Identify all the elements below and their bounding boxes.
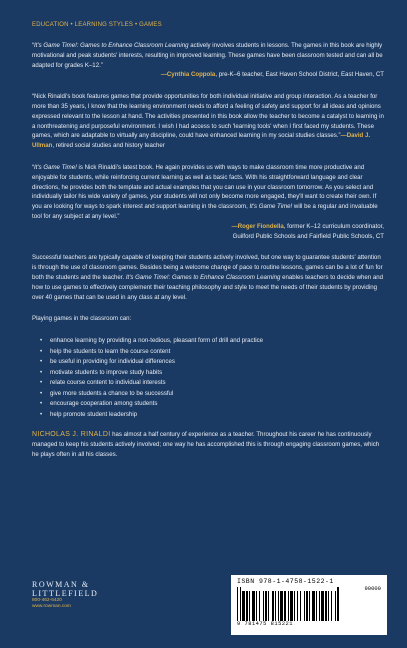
description-text: Successful teachers are typically capable of keeping their students actively involved, but one way to guarantee students' attention is through the use of classroom games. Besides being a welcome change of pace to routine lessons, games can be a lot of fun for both the students and the teacher.: [32, 254, 383, 281]
quote-2-text: “Nick Rinaldi's book features games that provide opportunities for both individual initiative and group interaction. As a teacher for more than 35 years, I know that the learning environment needs to afford a feeling of safety and support for all ideas and opinions expressed relevant to the lesson at hand. The activities presented in this book allow the teacher to become a catalyst to learning in a nonthreatening and purposeful environment. I wish I had access to such 'learning tools' when I first faced my students. These games, which are adaptable to virtually any discipline, could have enhanced learning in my social studies classes.”: [32, 93, 384, 140]
quote-1-text: actively involves students in lessons. The games in this book are highly motivational and peak students' interests, resulting in improved learning. These games have been classroom tested and can all be adapted for grades K–12.”: [32, 42, 383, 69]
list-item: • help promote student leadership: [40, 410, 384, 421]
publisher-logo: [32, 580, 152, 610]
quote-3-affiliation: , former K–12 curriculum coordinator,: [283, 222, 384, 230]
publisher-url: www.rowman.com: [32, 604, 71, 609]
list-item: • enhance learning by providing a non-tedious, pleasant form of drill and practice: [40, 336, 384, 347]
quote-1-affiliation: , pre-K–6 teacher, East Haven School District, East Haven, CT: [215, 71, 384, 79]
publisher-name-line-2: LITTLEFIELD: [32, 589, 99, 598]
list-item: • relate course content to individual interests: [40, 378, 384, 389]
description-text-end: enables teachers to decide when and how to use games to effectively complement their teaching philosophy and style to meet the needs of their students by providing over 40 games that can be used in any class at any level.: [32, 273, 384, 301]
quote-3-affiliation-2: Guilford Public Schools and Fairfield Public Schools, CT: [232, 232, 384, 240]
quote-3-title-2: It's Game Time!: [249, 203, 293, 211]
quote-1-attribution: [32, 70, 384, 80]
isbn-text: ISBN 978-1-4758-1522-1: [237, 578, 334, 585]
barcode-bar: [339, 587, 340, 621]
quote-3-title: It's Game Time!: [34, 163, 77, 171]
quote-1-title: It's Game Time!: Games to Enhance Classroom Learning: [34, 42, 189, 49]
cover-footer: [32, 575, 387, 645]
quote-3: [32, 163, 384, 241]
barcode-addon: 90000: [364, 585, 381, 592]
category-line: EDUCATION • LEARNING STYLES • GAMES: [32, 22, 162, 28]
quote-1-open: “: [32, 42, 35, 49]
quote-2: [32, 92, 384, 151]
quote-3-text-end: will be a regular and invaluable tool for any subject at any level.”: [32, 203, 378, 220]
quote-1-name: —Cynthia Coppola: [160, 71, 216, 79]
list-item: • help the students to learn the course content: [40, 347, 384, 358]
author-bio-text: has almost a half century of experience as a teacher. Throughout his career he has continuously managed to keep his students actively involved; one way he has accomplished this is through engaging classroom games, which he plays often in all his classes.: [32, 431, 380, 458]
list-item: • motivate students to improve study habits: [40, 368, 384, 379]
publisher-name-line-1: ROWMAN &: [32, 580, 90, 589]
quote-3-name: —Roger Fiondella: [231, 222, 284, 230]
list-item: • encourage cooperation among students: [40, 399, 384, 410]
quote-2-name: —David J. Ullman: [32, 132, 371, 150]
author-bio: [32, 430, 384, 459]
isbn-barcode: [231, 575, 387, 635]
quote-3-open: “: [32, 163, 35, 171]
barcode-bars: [237, 587, 381, 621]
list-item: • be useful in providing for individual differences: [40, 357, 384, 368]
list-intro: Playing games in the classroom can:: [32, 315, 132, 323]
description-title: It's Game Time!: Games to Enhance Classroom Learning: [125, 273, 281, 281]
publisher-phone: 800-462-6420: [32, 598, 62, 603]
quote-3-text: is Nick Rinaldi's latest book. He again provides us with ways to make classroom time more productive and enjoyable for students, while reinforcing current learning as well as basic facts. With his straightforward language and clear directions, he provides both the template and actual examples that you can use in your classroom tomorrow. As you select and individually tailor his wide variety of games, your students will not only become more engaged, they'll want to create their own. If you are looking for ways to spark interest and support learning in the classroom,: [32, 163, 377, 211]
quote-2-affiliation: , retired social studies and history teacher: [52, 142, 165, 150]
quote-3-attribution: [32, 222, 384, 232]
author-name: NICHOLAS J. RINALDI: [32, 431, 111, 439]
benefits-list: [40, 336, 384, 420]
list-item: • give more students a chance to be successful: [40, 389, 384, 400]
description-paragraph: [32, 253, 384, 302]
quote-1: [32, 41, 384, 80]
barcode-digits: 9 781475 815221: [237, 621, 294, 627]
